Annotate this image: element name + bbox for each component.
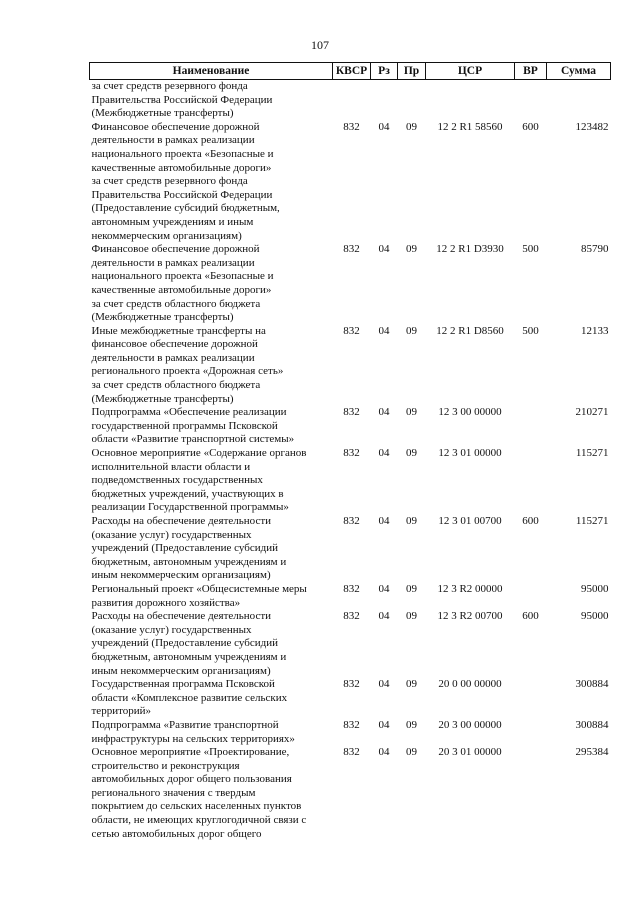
vr-cell: [515, 80, 547, 121]
name-line: государственной программы Псковской: [91, 419, 278, 432]
name-line: качественные автомобильные дороги»: [91, 283, 272, 296]
name-line: области «Развитие транспортной системы»: [91, 433, 295, 446]
name-line: регионального проекта «Дорожная сеть»: [91, 365, 284, 378]
rz-cell: 04: [378, 515, 390, 527]
name-line: автомобильных дорог общего пользования: [91, 773, 292, 786]
name-line: области, не имеющих круглогодичной связи с: [91, 814, 307, 827]
name-cell: [90, 515, 333, 583]
name-line: финансовое обеспечение дорожной: [91, 338, 258, 351]
kvsr-cell: 832: [343, 610, 360, 623]
name-cell: [90, 80, 333, 121]
csr-cell: 12 3 00 00000: [438, 406, 502, 419]
header-sum: Сумма: [547, 63, 611, 80]
name-cell: [90, 719, 333, 746]
rz-cell: 04: [378, 718, 390, 731]
name-line: за счет средств резервного фонда: [91, 80, 248, 92]
name-cell: [90, 610, 333, 678]
sum-cell: 115271: [575, 447, 609, 460]
vr-cell: [515, 447, 547, 515]
kvsr-cell: 832: [343, 406, 360, 419]
name-line: деятельности в рамках реализации: [91, 134, 255, 147]
name-line: за счет средств областного бюджета: [91, 297, 261, 310]
pr-cell: 09: [406, 678, 417, 691]
rz-cell: 04: [378, 678, 390, 691]
table-row: [90, 746, 611, 841]
name-line: подведомственных государственных: [91, 474, 263, 487]
vr-cell: [515, 746, 547, 841]
sum-cell: 85790: [581, 243, 609, 256]
csr-cell: 20 0 00 00000: [438, 678, 502, 691]
table-row: [90, 610, 611, 678]
table-row: [90, 678, 611, 719]
table-row: [90, 80, 611, 121]
pr-cell: 09: [406, 447, 417, 460]
name-line: (оказание услуг) государственных: [91, 623, 252, 636]
name-line: деятельности в рамках реализации: [91, 256, 255, 269]
name-line: Основное мероприятие «Содержание органов: [91, 447, 307, 460]
name-line: Финансовое обеспечение дорожной: [91, 120, 260, 133]
pr-cell: 09: [406, 582, 417, 595]
kvsr-cell: 832: [343, 324, 360, 337]
kvsr-cell: 832: [343, 243, 360, 256]
name-line: учреждений (Предоставление субсидий: [91, 637, 278, 650]
sum-cell: 115271: [575, 515, 609, 527]
rz-cell: [371, 80, 398, 121]
rz-cell: 04: [378, 610, 390, 623]
name-line: учреждений (Предоставление субсидий: [91, 542, 278, 555]
name-line: (Предоставление субсидий бюджетным,: [91, 202, 280, 215]
name-line: Правительства Российской Федерации: [91, 93, 273, 106]
name-cell: [90, 325, 333, 407]
pr-cell: 09: [406, 610, 417, 623]
csr-cell: 12 2 R1 58560: [437, 120, 503, 133]
name-cell: [90, 406, 333, 447]
csr-cell: 20 3 00 00000: [438, 718, 502, 731]
name-line: бюджетным, автономным учреждениям и: [91, 555, 287, 568]
name-line: покрытием до сельских населенных пунктов: [91, 800, 302, 813]
kvsr-cell: 832: [343, 718, 360, 731]
sum-cell: 12133: [581, 324, 609, 337]
name-line: Расходы на обеспечение деятельности: [91, 610, 272, 623]
rz-cell: 04: [378, 120, 390, 133]
csr-cell: 12 3 01 00000: [438, 447, 502, 460]
name-line: территорий»: [91, 705, 152, 718]
kvsr-cell: [333, 80, 371, 121]
name-line: за счет средств резервного фонда: [91, 175, 248, 188]
sum-cell: 300884: [575, 678, 609, 691]
table-row: [90, 406, 611, 447]
name-line: Иные межбюджетные трансферты на: [91, 324, 266, 337]
csr-cell: 12 3 R2 00000: [437, 582, 503, 595]
pr-cell: 09: [406, 406, 417, 419]
name-line: (Межбюджетные трансферты): [91, 392, 234, 405]
vr-cell: 600: [522, 610, 539, 623]
table-row: [90, 583, 611, 610]
name-line: национального проекта «Безопасные и: [91, 270, 274, 283]
kvsr-cell: 832: [343, 582, 360, 595]
rz-cell: 04: [378, 746, 390, 759]
table-row: [90, 325, 611, 407]
table-header-row: [90, 63, 611, 80]
name-line: (оказание услуг) государственных: [91, 528, 252, 541]
name-cell: [90, 447, 333, 515]
table-row: [90, 243, 611, 325]
sum-cell: 300884: [575, 718, 609, 731]
pr-cell: 09: [406, 515, 417, 527]
pr-cell: 09: [406, 243, 417, 256]
kvsr-cell: 832: [343, 447, 360, 460]
rz-cell: 04: [378, 406, 390, 419]
name-line: Финансовое обеспечение дорожной: [91, 243, 260, 256]
name-cell: [90, 243, 333, 325]
name-cell: [90, 746, 333, 841]
pr-cell: 09: [406, 324, 417, 337]
name-line: (Межбюджетные трансферты): [91, 107, 234, 120]
name-line: бюджетным, автономным учреждениям и: [91, 650, 287, 663]
sum-cell: 210271: [575, 406, 609, 419]
name-line: иным некоммерческим организациям): [91, 664, 271, 677]
csr-cell: 12 2 R1 D3930: [436, 243, 504, 256]
kvsr-cell: 832: [343, 746, 360, 759]
sum-cell: [547, 80, 611, 121]
header-kvsr: КВСР: [333, 63, 371, 80]
name-line: качественные автомобильные дороги»: [91, 161, 272, 174]
csr-cell: [426, 80, 515, 121]
name-line: Подпрограмма «Обеспечение реализации: [91, 406, 287, 419]
header-pr: Пр: [398, 63, 426, 80]
name-line: деятельности в рамках реализации: [91, 351, 255, 364]
name-line: Расходы на обеспечение деятельности: [91, 515, 272, 527]
csr-cell: 20 3 01 00000: [438, 746, 502, 759]
name-line: регионального значения с твердым: [91, 786, 256, 799]
kvsr-cell: 832: [343, 120, 360, 133]
name-line: развития дорожного хозяйства»: [91, 596, 241, 609]
table-row: [90, 447, 611, 515]
name-line: сетью автомобильных дорог общего: [91, 827, 262, 840]
header-csr: ЦСР: [426, 63, 515, 80]
name-line: Государственная программа Псковской: [91, 678, 275, 691]
vr-cell: 600: [522, 515, 539, 527]
header-rz: Рз: [371, 63, 398, 80]
vr-cell: 500: [522, 243, 539, 256]
name-line: реализации Государственной программы»: [91, 501, 289, 514]
budget-table: [89, 62, 611, 841]
name-line: строительство и реконструкция: [91, 759, 240, 772]
csr-cell: 12 3 01 00700: [438, 515, 502, 527]
sum-cell: 123482: [575, 120, 609, 133]
name-line: национального проекта «Безопасные и: [91, 147, 274, 160]
pr-cell: [398, 80, 426, 121]
name-line: бюджетных учреждений, участвующих в: [91, 487, 284, 500]
name-cell: [90, 121, 333, 243]
rz-cell: 04: [378, 447, 390, 460]
sum-cell: 295384: [575, 746, 609, 759]
vr-cell: [515, 678, 547, 719]
sum-cell: 95000: [581, 582, 609, 595]
name-line: иным некоммерческим организациям): [91, 569, 271, 582]
name-cell: [90, 678, 333, 719]
pr-cell: 09: [406, 746, 417, 759]
name-line: Основное мероприятие «Проектирование,: [91, 746, 290, 759]
name-line: за счет средств областного бюджета: [91, 379, 261, 392]
kvsr-cell: 832: [343, 515, 360, 527]
table-row: [90, 515, 611, 583]
csr-cell: 12 3 R2 00700: [437, 610, 503, 623]
pr-cell: 09: [406, 718, 417, 731]
name-line: Региональный проект «Общесистемные меры: [91, 582, 307, 595]
name-line: Подпрограмма «Развитие транспортной: [91, 718, 279, 731]
vr-cell: 600: [522, 120, 539, 133]
vr-cell: [515, 583, 547, 610]
table-row: [90, 719, 611, 746]
name-line: области «Комплексное развитие сельских: [91, 691, 288, 704]
header-name: Наименование: [90, 63, 333, 80]
rz-cell: 04: [378, 243, 390, 256]
name-line: исполнительной власти области и: [91, 460, 251, 473]
name-cell: [90, 583, 333, 610]
name-line: автономным учреждениям и иным: [91, 215, 254, 228]
kvsr-cell: 832: [343, 678, 360, 691]
table-row: [90, 121, 611, 243]
vr-cell: [515, 406, 547, 447]
name-line: некоммерческим организациям): [91, 229, 242, 242]
name-line: (Межбюджетные трансферты): [91, 311, 234, 324]
vr-cell: [515, 719, 547, 746]
header-vr: ВР: [515, 63, 547, 80]
name-line: Правительства Российской Федерации: [91, 188, 273, 201]
sum-cell: 95000: [581, 610, 609, 623]
csr-cell: 12 2 R1 D8560: [436, 324, 504, 337]
pr-cell: 09: [406, 120, 417, 133]
rz-cell: 04: [378, 324, 390, 337]
rz-cell: 04: [378, 582, 390, 595]
vr-cell: 500: [522, 324, 539, 337]
page-number: 107: [311, 38, 329, 52]
name-line: инфраструктуры на сельских территориях»: [91, 732, 295, 745]
